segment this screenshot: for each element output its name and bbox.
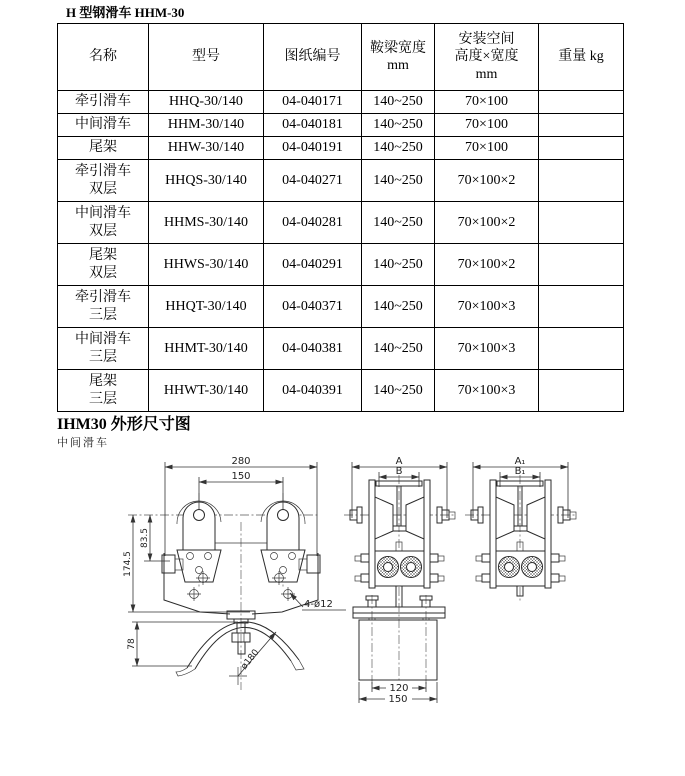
cell-space: 70×100 xyxy=(435,137,539,160)
cell-beam-width: 140~250 xyxy=(362,328,435,370)
cell-name: 牵引滑车 三层 xyxy=(58,286,149,328)
dim-b: B xyxy=(395,466,403,477)
cell-drawing-no: 04-040181 xyxy=(264,114,362,137)
cell-drawing-no: 04-040171 xyxy=(264,91,362,114)
cell-space: 70×100×2 xyxy=(435,244,539,286)
cell-model: HHWT-30/140 xyxy=(149,370,264,412)
cell-weight xyxy=(539,202,624,244)
cell-model: HHMS-30/140 xyxy=(149,202,264,244)
cell-beam-width: 140~250 xyxy=(362,202,435,244)
table-row xyxy=(58,202,624,244)
cell-space: 70×100×2 xyxy=(435,202,539,244)
table-row xyxy=(58,91,624,114)
header-row xyxy=(58,24,624,91)
dim-wheel-spacing: 150 xyxy=(231,471,251,482)
cell-model: HHMT-30/140 xyxy=(149,328,264,370)
cell-beam-width: 140~250 xyxy=(362,370,435,412)
cell-drawing-no: 04-040291 xyxy=(264,244,362,286)
col-header-beam-width: 鞍梁宽度 mm xyxy=(362,24,435,91)
table-row xyxy=(58,160,624,202)
cell-drawing-no: 04-040391 xyxy=(264,370,362,412)
spec-table xyxy=(57,23,624,412)
cell-model: HHW-30/140 xyxy=(149,137,264,160)
dimension-drawing xyxy=(0,450,685,728)
cell-weight xyxy=(539,137,624,160)
front-view xyxy=(123,456,346,690)
col-header-drawing-no: 图纸编号 xyxy=(264,24,362,91)
dim-a1: A₁ xyxy=(514,456,526,467)
cell-drawing-no: 04-040381 xyxy=(264,328,362,370)
cell-name: 中间滑车 xyxy=(58,114,149,137)
cell-model: HHQ-30/140 xyxy=(149,91,264,114)
dim-a: A xyxy=(395,456,403,467)
cell-beam-width: 140~250 xyxy=(362,91,435,114)
cell-weight xyxy=(539,244,624,286)
cell-weight xyxy=(539,114,624,137)
cell-space: 70×100 xyxy=(435,114,539,137)
holes-callout: 4-ø12 xyxy=(304,599,333,610)
cell-model: HHQS-30/140 xyxy=(149,160,264,202)
cell-name: 尾架 双层 xyxy=(58,244,149,286)
table-row xyxy=(58,370,624,412)
table-row xyxy=(58,328,624,370)
cell-weight xyxy=(539,286,624,328)
cell-space: 70×100×3 xyxy=(435,328,539,370)
cell-space: 70×100×3 xyxy=(435,370,539,412)
col-header-weight: 重量 kg xyxy=(539,24,624,91)
cell-beam-width: 140~250 xyxy=(362,114,435,137)
cell-drawing-no: 04-040191 xyxy=(264,137,362,160)
cell-name: 牵引滑车 双层 xyxy=(58,160,149,202)
col-header-space: 安装空间 高度×宽度 mm xyxy=(435,24,539,91)
cell-model: HHWS-30/140 xyxy=(149,244,264,286)
cell-beam-width: 140~250 xyxy=(362,286,435,328)
cell-model: HHM-30/140 xyxy=(149,114,264,137)
cell-space: 70×100×2 xyxy=(435,160,539,202)
cell-name: 尾架 三层 xyxy=(58,370,149,412)
table-row xyxy=(58,244,624,286)
col-header-model: 型号 xyxy=(149,24,264,91)
cell-weight xyxy=(539,328,624,370)
cell-weight xyxy=(539,160,624,202)
col-header-name: 名称 xyxy=(58,24,149,91)
cell-drawing-no: 04-040271 xyxy=(264,160,362,202)
side-view-upper xyxy=(465,456,576,602)
dim-overall-height: 174.5 xyxy=(123,551,133,577)
cell-space: 70×100 xyxy=(435,91,539,114)
dim-b1: B₁ xyxy=(514,466,526,477)
cell-name: 尾架 xyxy=(58,137,149,160)
saddle-radius-label: ø180 xyxy=(239,647,262,672)
cell-name: 中间滑车 三层 xyxy=(58,328,149,370)
table-row xyxy=(58,137,624,160)
cell-beam-width: 140~250 xyxy=(362,244,435,286)
page-title: H 型钢滑车 HHM-30 xyxy=(66,5,185,20)
dim-saddle-height: 78 xyxy=(127,638,137,650)
cell-weight xyxy=(539,370,624,412)
table-row xyxy=(58,286,624,328)
section-heading: IHM30 外形尺寸图 xyxy=(57,416,191,433)
table-row xyxy=(58,114,624,137)
cell-model: HHQT-30/140 xyxy=(149,286,264,328)
dim-bolt-spacing: 120 xyxy=(389,683,409,694)
drawing-caption: 中间滑车 xyxy=(57,437,109,449)
cell-space: 70×100×3 xyxy=(435,286,539,328)
cell-name: 中间滑车 双层 xyxy=(58,202,149,244)
side-view-full xyxy=(344,456,455,705)
cell-name: 牵引滑车 xyxy=(58,91,149,114)
cell-beam-width: 140~250 xyxy=(362,160,435,202)
cell-drawing-no: 04-040281 xyxy=(264,202,362,244)
dim-plate-width: 150 xyxy=(388,694,408,705)
cell-beam-width: 140~250 xyxy=(362,137,435,160)
cell-weight xyxy=(539,91,624,114)
dim-wheel-height: 83.5 xyxy=(140,527,150,549)
dim-overall-width: 280 xyxy=(231,456,251,467)
cell-drawing-no: 04-040371 xyxy=(264,286,362,328)
